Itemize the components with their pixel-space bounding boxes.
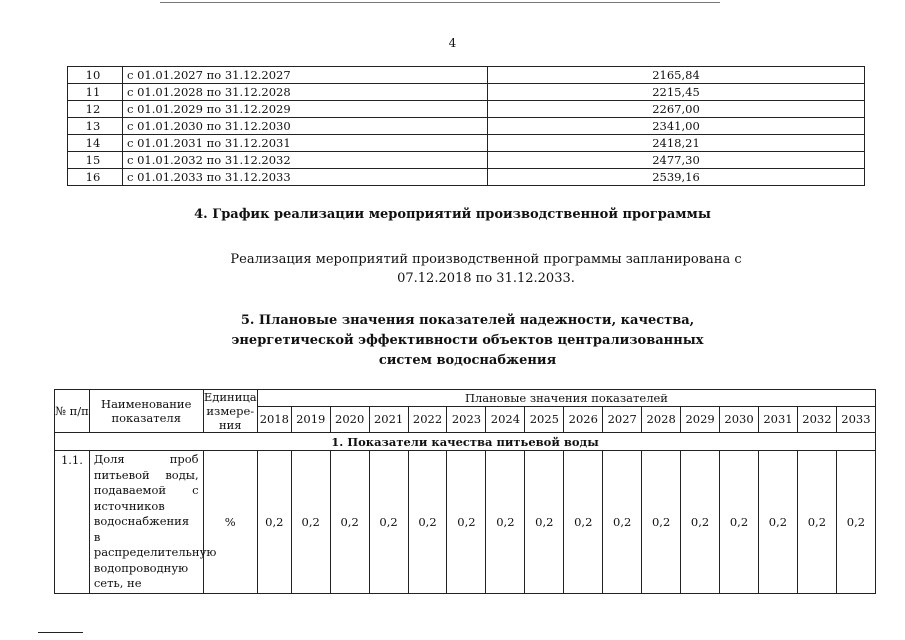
table-row [68, 67, 865, 84]
table-row [68, 152, 865, 169]
section-title-row: 1. Показатели качества питьевой воды [55, 433, 876, 451]
value-cell: 0,2 [369, 451, 408, 594]
col-header-unit: Единица измере-ния [203, 390, 257, 432]
row-value: 2215,45 [488, 84, 865, 101]
row-unit: % [203, 451, 257, 594]
footnote-line [38, 632, 83, 633]
value-cell: 0,2 [330, 451, 369, 594]
value-cell: 0,2 [408, 451, 447, 594]
year-header: 2027 [603, 406, 642, 432]
row-number: 13 [68, 118, 123, 135]
paragraph-line-1: Реализация мероприятий производственной программы запланирована с [230, 252, 742, 267]
year-header: 2028 [642, 406, 681, 432]
table-row [68, 84, 865, 101]
section-4-paragraph [0, 250, 905, 288]
tariff-table-body [68, 67, 865, 186]
row-period: с 01.01.2030 по 31.12.2030 [123, 118, 488, 135]
row-number: 15 [68, 152, 123, 169]
table-row [68, 118, 865, 135]
row-number: 1.1. [55, 451, 90, 594]
year-header: 2020 [330, 406, 369, 432]
year-header: 2033 [836, 406, 875, 432]
year-header: 2023 [447, 406, 486, 432]
row-number: 10 [68, 67, 123, 84]
value-cell: 0,2 [564, 451, 603, 594]
row-number: 11 [68, 84, 123, 101]
table-row [68, 169, 865, 186]
row-period: с 01.01.2031 по 31.12.2031 [123, 135, 488, 152]
value-cell: 0,2 [486, 451, 525, 594]
row-value: 2477,30 [488, 152, 865, 169]
value-cell: 0,2 [681, 451, 720, 594]
row-period: с 01.01.2028 по 31.12.2028 [123, 84, 488, 101]
value-cell: 0,2 [758, 451, 797, 594]
year-header: 2031 [758, 406, 797, 432]
col-header-number: № п/п [55, 390, 90, 433]
heading-line-3: систем водоснабжения [378, 353, 557, 368]
section-4-heading: 4. График реализации мероприятий производственной программы [194, 207, 711, 222]
value-cell: 0,2 [797, 451, 836, 594]
page-number: 4 [448, 36, 457, 50]
row-number: 12 [68, 101, 123, 118]
row-value: 2267,00 [488, 101, 865, 118]
heading-line-2: энергетической эффективности объектов централизованных [231, 333, 704, 348]
row-value: 2165,84 [488, 67, 865, 84]
col-header-name: Наименование показателя [89, 390, 203, 433]
table-row [68, 135, 865, 152]
year-header: 2032 [797, 406, 836, 432]
year-header: 2026 [564, 406, 603, 432]
value-cell: 0,2 [642, 451, 681, 594]
year-header: 2022 [408, 406, 447, 432]
value-cell: 0,2 [525, 451, 564, 594]
col-header-planned-values: Плановые значения показателей [257, 390, 875, 407]
row-indicator-name: Доля проб питьевой воды, подаваемой с источников водоснабжения в распределительную водопроводную сеть, не [89, 451, 203, 594]
value-cell: 0,2 [257, 451, 291, 594]
row-period: с 01.01.2029 по 31.12.2029 [123, 101, 488, 118]
row-number: 14 [68, 135, 123, 152]
value-cell: 0,2 [291, 451, 330, 594]
paragraph-line-2: 07.12.2018 по 31.12.2033. [397, 271, 575, 286]
value-cell: 0,2 [720, 451, 759, 594]
top-border-line [160, 2, 720, 3]
row-period: с 01.01.2032 по 31.12.2032 [123, 152, 488, 169]
table-row [55, 451, 876, 594]
year-header: 2029 [681, 406, 720, 432]
year-header: 2021 [369, 406, 408, 432]
year-header: 2024 [486, 406, 525, 432]
value-cell: 0,2 [447, 451, 486, 594]
row-value: 2341,00 [488, 118, 865, 135]
year-header: 2018 [257, 406, 291, 432]
year-header: 2019 [291, 406, 330, 432]
row-period: с 01.01.2033 по 31.12.2033 [123, 169, 488, 186]
heading-line-1: 5. Плановые значения показателей надежности, качества, [240, 313, 695, 328]
tariff-table [67, 66, 865, 186]
table-row [68, 101, 865, 118]
row-value: 2418,21 [488, 135, 865, 152]
year-header: 2030 [720, 406, 759, 432]
year-header: 2025 [525, 406, 564, 432]
row-number: 16 [68, 169, 123, 186]
row-period: с 01.01.2027 по 31.12.2027 [123, 67, 488, 84]
value-cell: 0,2 [603, 451, 642, 594]
indicators-table [54, 389, 876, 594]
row-value: 2539,16 [488, 169, 865, 186]
section-5-heading [0, 311, 905, 371]
value-cell: 0,2 [836, 451, 875, 594]
